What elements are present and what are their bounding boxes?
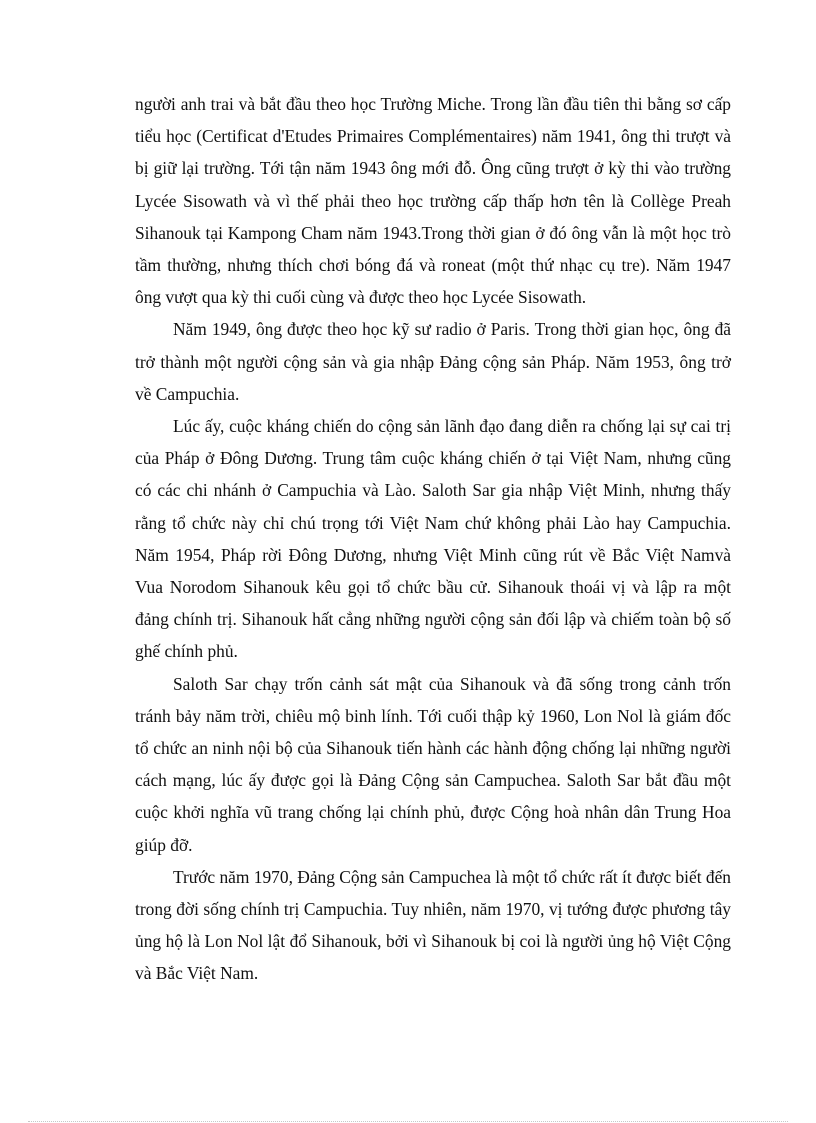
paragraph: Lúc ấy, cuộc kháng chiến do cộng sản lãnh đạo đang diễn ra chống lại sự cai trị của Pháp ở Đông Dương. Trung tâm cuộc kháng chiến ở tại Việt Nam, nhưng cũng có các chi nhánh ở Campuchia và Lào. Saloth Sar gia nhập Việt Minh, nhưng thấy rằng tổ chức này chỉ chú trọng tới Việt Nam chứ không phải Lào hay Campuchia. Năm 1954, Pháp rời Đông Dương, nhưng Việt Minh cũng rút về Bắc Việt Namvà Vua Norodom Sihanouk kêu gọi tổ chức bầu cử. Sihanouk thoái vị và lập ra một đảng chính trị. Sihanouk hất cẳng những người cộng sản đối lập và chiếm toàn bộ số ghế chính phủ. — [135, 416, 731, 662]
paragraph: Năm 1949, ông được theo học kỹ sư radio ở Paris. Trong thời gian học, ông đã trở thành một người cộng sản và gia nhập Đảng cộng sản Pháp. Năm 1953, ông trở về Campuchia. — [135, 319, 731, 404]
paragraph-continued: người anh trai và bắt đầu theo học Trường Miche. Trong lần đầu tiên thi bằng sơ cấp tiểu học (Certificat d'Etudes Primaires Complémentaires) năm 1941, ông thi trượt và bị giữ lại trường. Tới tận năm 1943 ông mới đỗ. Ông cũng trượt ở kỳ thi vào trường Lycée Sisowath và vì thế phải theo học trường cấp thấp hơn tên là Collège Preah Sihanouk tại Kampong Cham năm 1943.Trong thời gian ở đó ông vẫn là một học trò tầm thường, nhưng thích chơi bóng đá và roneat (một thứ nhạc cụ tre). Năm 1947 ông vượt qua kỳ thi cuối cùng và được theo học Lycée Sisowath. — [135, 94, 731, 308]
paragraph: Trước năm 1970, Đảng Cộng sản Campuchea là một tổ chức rất ít được biết đến trong đời sống chính trị Campuchia. Tuy nhiên, năm 1970, vị tướng được phương tây ủng hộ là Lon Nol lật đổ Sihanouk, bởi vì Sihanouk bị coi là người ủng hộ Việt Cộng và Bắc Việt Nam. — [135, 866, 731, 984]
paragraph: Saloth Sar chạy trốn cảnh sát mật của Sihanouk và đã sống trong cảnh trốn tránh bảy năm trời, chiêu mộ binh lính. Tới cuối thập kỷ 1960, Lon Nol là giám đốc tổ chức an ninh nội bộ của Sihanouk tiến hành các hành động chống lại những người cách mạng, lúc ấy được gọi là Đảng Cộng sản Campuchea. Saloth Sar bắt đầu một cuộc khởi nghĩa vũ trang chống lại chính phủ, được Cộng hoà nhân dân Trung Hoa giúp đỡ. — [135, 673, 731, 855]
body-text — [135, 88, 731, 990]
page-bottom-divider — [28, 1121, 788, 1122]
